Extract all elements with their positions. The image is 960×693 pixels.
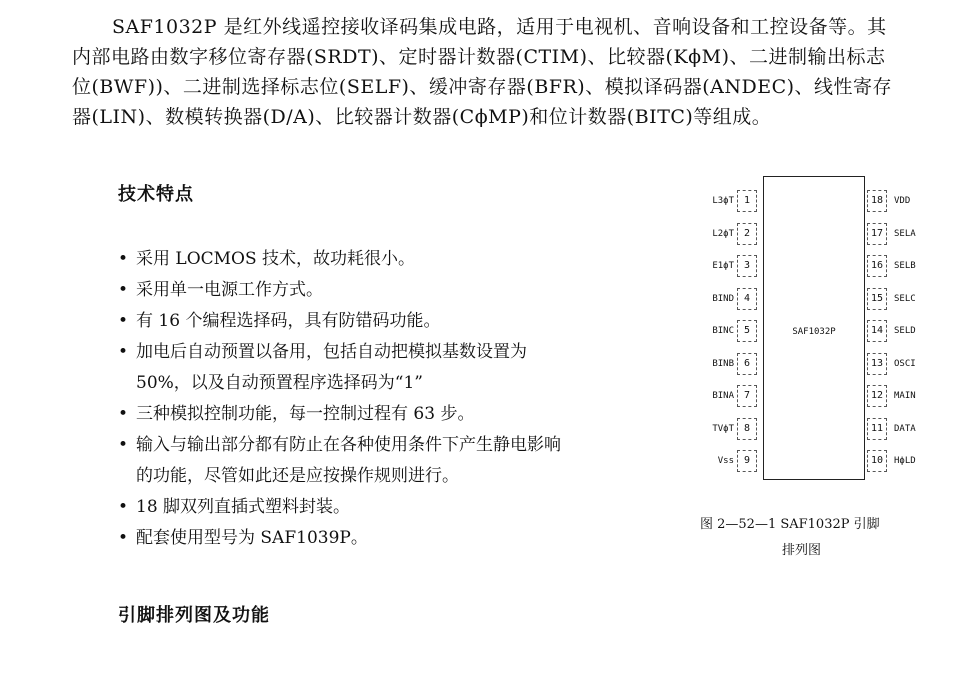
pin-label: SELD <box>894 326 916 336</box>
pin-number-box: 5 <box>737 320 757 342</box>
pin-label: MAIN <box>894 391 916 401</box>
section-heading-features: 技术特点 <box>118 184 194 205</box>
feature-text-continued: 50%，以及自动预置程序选择码为“1” <box>136 373 423 393</box>
pin-number-box: 6 <box>737 353 757 375</box>
pin-label: BINA <box>712 391 734 401</box>
pin-label: VDD <box>894 196 911 206</box>
pin-number-box: 15 <box>867 288 887 310</box>
pin-number-box: 2 <box>737 223 757 245</box>
pin-label: DATA <box>894 423 916 434</box>
caption-line-1: 图 2—52—1 SAF1032P 引脚 <box>700 517 880 532</box>
pin-label: E1ϕT <box>712 261 734 271</box>
pin-number-box: 11 <box>867 418 887 440</box>
feature-item <box>118 492 698 523</box>
pin-number-box: 17 <box>867 223 887 245</box>
bullet: • <box>118 249 129 269</box>
intro-line-2: 内部电路由数字移位寄存器(SRDT)、定时器计数器(CTIM)、比较器(KϕM)、二进制输出标志 <box>72 46 886 68</box>
bullet: • <box>118 311 129 331</box>
pin-label: OSCI <box>894 358 916 369</box>
feature-text: 18 脚双列直插式塑料封装。 <box>136 497 351 517</box>
feature-item <box>118 337 698 368</box>
pin-label: SELB <box>894 261 916 271</box>
ic-part-number: SAF1032P <box>792 327 836 337</box>
pin-label: BIND <box>712 293 734 304</box>
pin-number-box: 14 <box>867 320 887 342</box>
pin-number-box: 18 <box>867 190 887 212</box>
caption-line-2: 排列图 <box>782 543 822 558</box>
feature-text: 采用单一电源工作方式。 <box>136 280 323 300</box>
feature-text-continued: 的功能，尽管如此还是应按操作规则进行。 <box>136 466 459 486</box>
pin-label: BINB <box>712 358 734 369</box>
pin-number-box: 3 <box>737 255 757 277</box>
pin-number-box: 1 <box>737 190 757 212</box>
feature-item <box>118 306 698 337</box>
bullet: • <box>118 342 129 362</box>
figure-caption <box>700 512 950 564</box>
pin-label: Vss <box>717 456 734 466</box>
feature-item <box>118 430 698 461</box>
intro-paragraph <box>72 12 940 132</box>
pin-label: L2ϕT <box>712 228 734 239</box>
pin-number-box: 16 <box>867 255 887 277</box>
pin-number-box: 9 <box>737 450 757 472</box>
pin-label: BINC <box>712 326 734 336</box>
pin-number-box: 7 <box>737 385 757 407</box>
intro-line-1: SAF1032P 是红外线遥控接收译码集成电路，适用于电视机、音响设备和工控设备等。其 <box>112 16 887 38</box>
feature-list <box>118 244 698 554</box>
intro-line-4: 器(LIN)、数模转换器(D/A)、比较器计数器(CϕMP)和位计数器(BITC)等组成。 <box>72 106 772 128</box>
pinout-diagram <box>690 174 940 480</box>
pin-label: L3ϕT <box>712 196 734 206</box>
pin-label: TVϕT <box>712 423 734 434</box>
pin-number-box: 8 <box>737 418 757 440</box>
bullet: • <box>118 497 129 517</box>
bullet: • <box>118 280 129 300</box>
feature-text: 采用 LOCMOS 技术，故功耗很小。 <box>136 249 416 269</box>
pin-number-box: 13 <box>867 353 887 375</box>
bullet: • <box>118 404 129 424</box>
feature-text: 配套使用型号为 SAF1039P。 <box>136 528 368 548</box>
feature-item <box>118 275 698 306</box>
bullet: • <box>118 435 129 455</box>
section-heading-pinout: 引脚排列图及功能 <box>118 605 270 626</box>
feature-text: 输入与输出部分都有防止在各种使用条件下产生静电影响 <box>136 435 561 455</box>
feature-item <box>118 244 698 275</box>
ic-body <box>763 176 865 480</box>
feature-text: 有 16 个编程选择码，具有防错码功能。 <box>136 311 441 331</box>
feature-item <box>118 399 698 430</box>
pin-label: HϕLD <box>894 456 916 466</box>
pin-number-box: 12 <box>867 385 887 407</box>
bullet: • <box>118 528 129 548</box>
intro-line-3: 位(BWF))、二进制选择标志位(SELF)、缓冲寄存器(BFR)、模拟译码器(ANDEC)、线性寄存 <box>72 76 893 98</box>
pin-number-box: 4 <box>737 288 757 310</box>
pin-label: SELC <box>894 293 916 304</box>
feature-text: 三种模拟控制功能，每一控制过程有 63 步。 <box>136 404 475 424</box>
pin-number-box: 10 <box>867 450 887 472</box>
feature-item <box>118 523 698 554</box>
feature-text: 加电后自动预置以备用，包括自动把模拟基数设置为 <box>136 342 527 362</box>
pin-label: SELA <box>894 228 916 239</box>
